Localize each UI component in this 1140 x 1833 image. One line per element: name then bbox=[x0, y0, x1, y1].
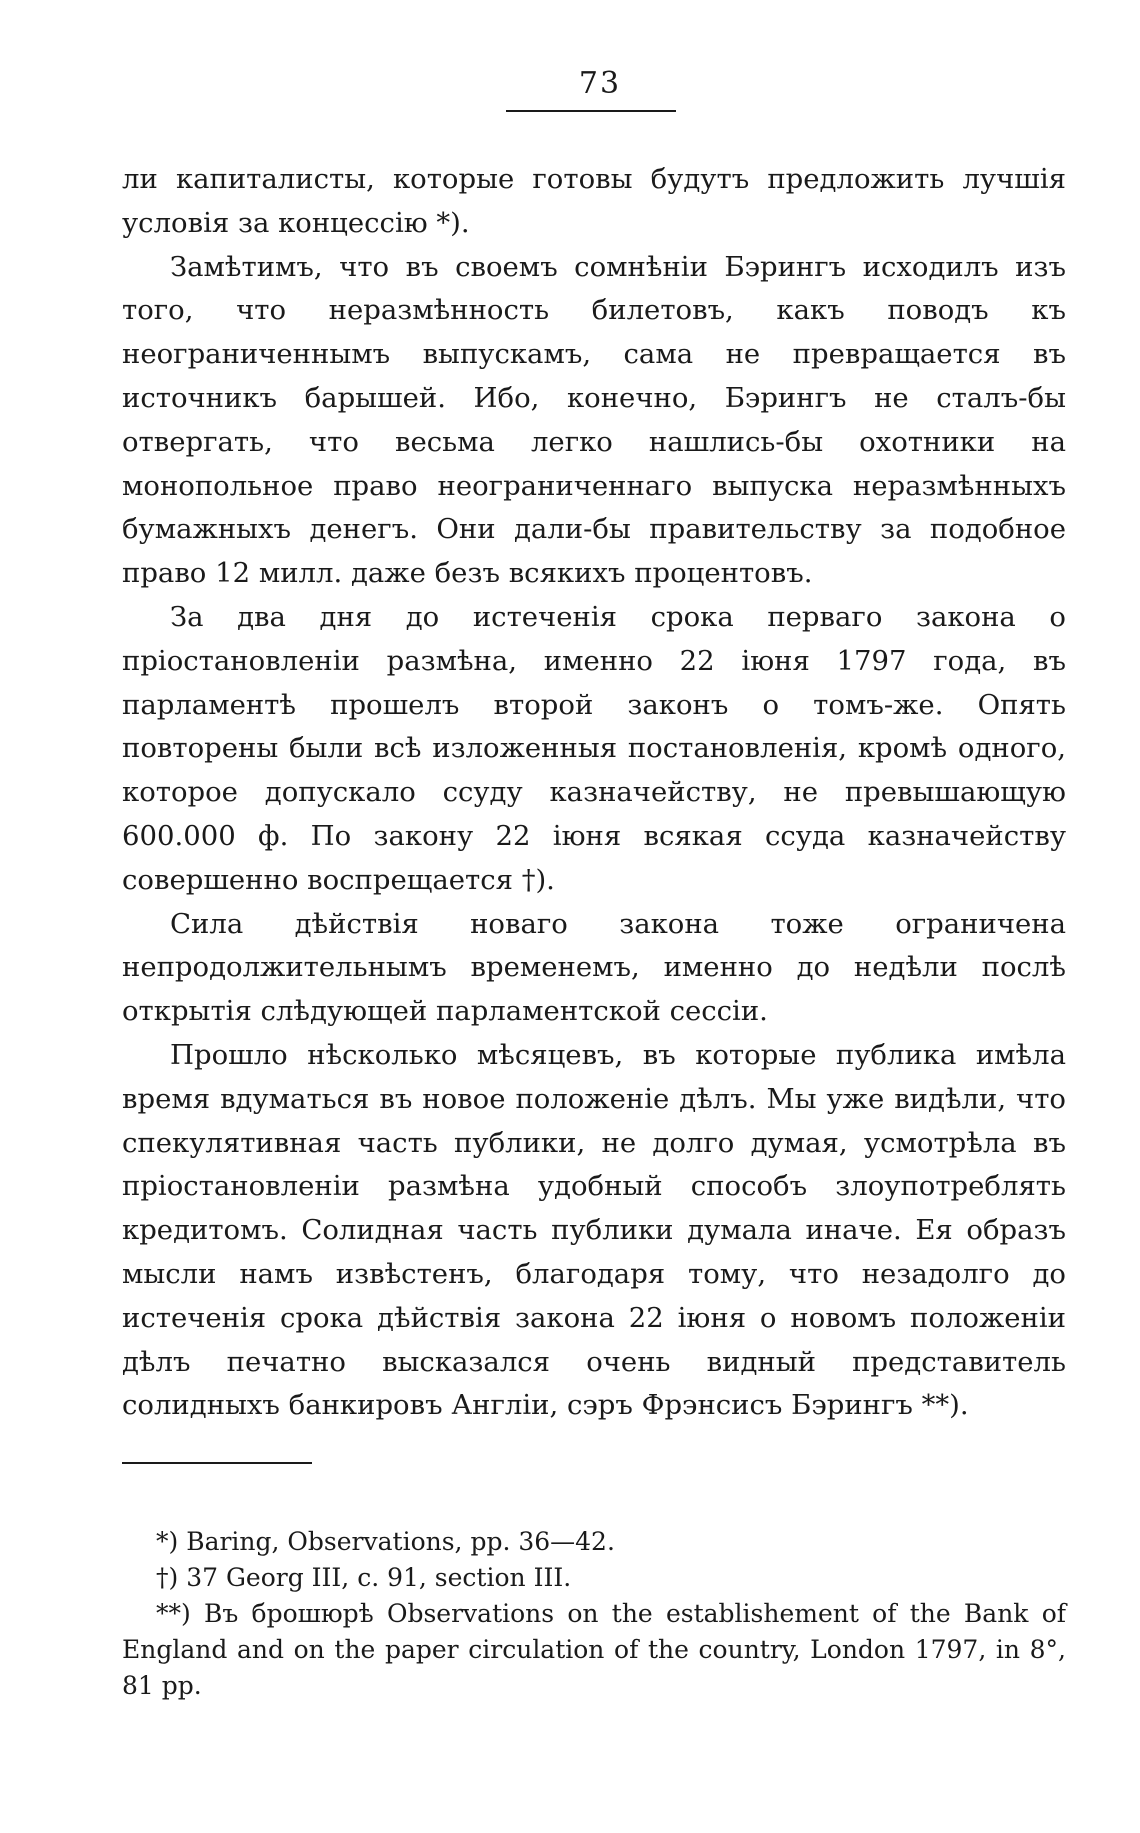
footnote: *) Baring, Observations, pp. 36—42. bbox=[156, 1527, 615, 1556]
paragraph: Сила дѣйствія новаго закона тоже ограничена непродолжительнымъ временемъ, именно до недѣли послѣ открытія слѣдующей парламентской сессіи. bbox=[122, 907, 1066, 1028]
footnote: †) 37 Georg III, c. 91, section III. bbox=[156, 1563, 572, 1592]
body-text bbox=[122, 158, 1066, 1428]
footnote: **) Въ брошюрѣ Observations on the establishement of the Bank of England and on the paper circulation of the country, London 1797, in 8°, 81 pp. bbox=[122, 1599, 1066, 1700]
page-number: 73 bbox=[578, 66, 622, 101]
footnotes bbox=[122, 1524, 1066, 1704]
paragraph: Прошло нѣсколько мѣсяцевъ, въ которые публика имѣла время вдуматься въ новое положеніе дѣлъ. Мы уже видѣли, что спекулятивная часть публики, не долго думая, усмотрѣла въ пріостановленіи размѣна удобный способъ злоупотреблять кредитомъ. Солидная часть публики думала иначе. Ея образъ мысли намъ извѣстенъ, благодаря тому, что незадолго до истеченія срока дѣйствія закона 22 іюня о новомъ положеніи дѣлъ печатно высказался очень видный представитель солидныхъ банкировъ Англіи, сэръ Фрэнсисъ Бэрингъ **). bbox=[122, 1038, 1066, 1422]
footnote-rule bbox=[122, 1462, 312, 1464]
paragraph-continuation: ли капиталисты, которые готовы будутъ предложить лучшія условія за концессію *). bbox=[122, 163, 1066, 239]
paragraph: Замѣтимъ, что въ своемъ сомнѣніи Бэрингъ исходилъ изъ того, что неразмѣнность билетовъ, какъ поводъ къ неограниченнымъ выпускамъ, сама не превращается въ источникъ барышей. Ибо, конечно, Бэрингъ не сталъ-бы отвергать, что весьма легко нашлись-бы охотники на монопольное право неограниченнаго выпуска неразмѣнныхъ бумажныхъ денегъ. Они дали-бы правительству за подобное право 12 милл. даже безъ всякихъ процентовъ. bbox=[122, 250, 1066, 590]
header-rule bbox=[506, 110, 676, 112]
paragraph: За два дня до истеченія срока перваго закона о пріостановленіи размѣна, именно 22 іюня 1797 года, въ парламентѣ прошелъ второй законъ о томъ-же. Опять повторены были всѣ изложенныя постановленія, кромѣ одного, которое допускало ссуду казначейству, не превышающую 600.000 ф. По закону 22 іюня всякая ссуда казначейству совершенно воспрещается †). bbox=[122, 600, 1066, 896]
